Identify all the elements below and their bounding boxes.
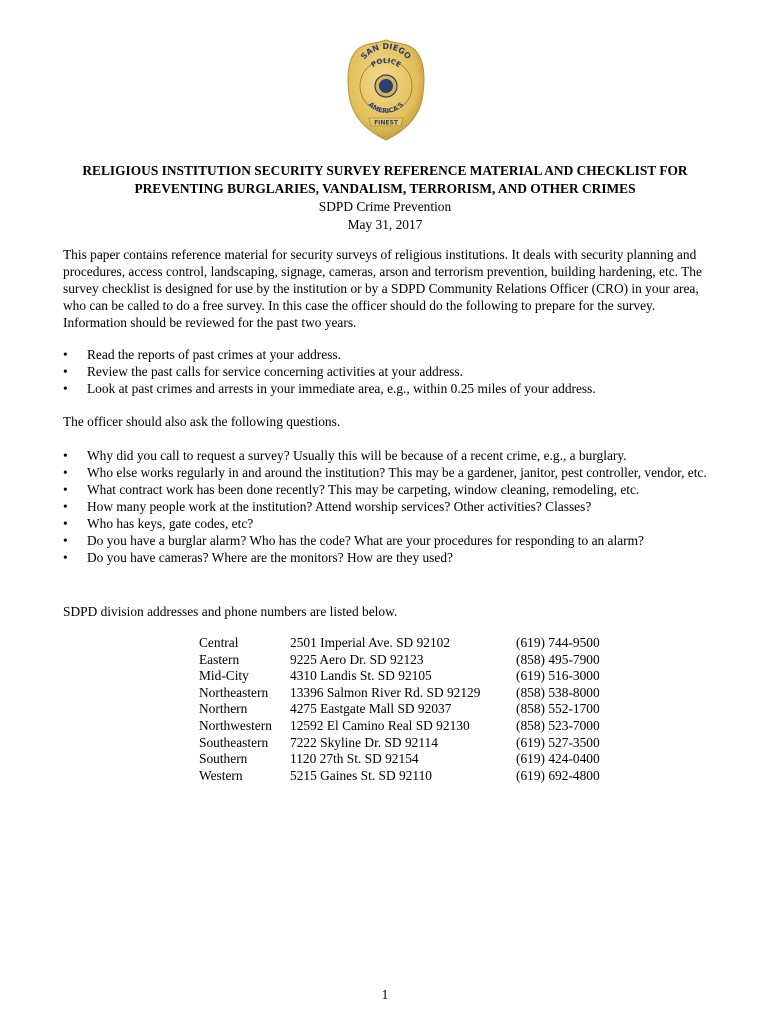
table-row: Eastern 9225 Aero Dr. SD 92123 (858) 495-7900 xyxy=(199,651,600,667)
list-item: • Do you have cameras? Where are the monitors? How are they used? xyxy=(63,550,453,565)
document-date: May 31, 2017 xyxy=(347,217,423,232)
list-item: • What contract work has been done recently? This may be carpeting, window cleaning, remodeling, etc. xyxy=(63,482,640,497)
badge-mid-text: POLICE xyxy=(369,56,403,70)
prep-list xyxy=(63,346,713,397)
table-row: Northern 4275 Eastgate Mall SD 92037 (858) 552-1700 xyxy=(199,701,600,717)
questions-list xyxy=(63,447,713,566)
table-row: Southern 1120 27th St. SD 92154 (619) 424-0400 xyxy=(199,751,600,767)
questions-intro: The officer should also ask the following questions. xyxy=(63,414,341,429)
title-line-2: PREVENTING BURGLARIES, VANDALISM, TERRORISM, AND OTHER CRIMES xyxy=(134,181,636,196)
list-item: • Read the reports of past crimes at your address. xyxy=(63,347,341,362)
badge-top-text: SAN DIEGO xyxy=(359,41,413,62)
page-number: 1 xyxy=(381,987,389,1002)
list-item: • Do you have a burglar alarm? Who has the code? What are your procedures for responding to an alarm? xyxy=(63,533,644,548)
subtitle-organization: SDPD Crime Prevention xyxy=(318,199,452,214)
sdpd-badge-logo xyxy=(345,38,427,142)
divisions-table xyxy=(199,635,600,784)
table-row: Mid-City 4310 Landis St. SD 92105 (619) 516-3000 xyxy=(199,668,600,684)
table-row: Northwestern 12592 El Camino Real SD 92130 (858) 523-7000 xyxy=(199,717,600,733)
list-item: • How many people work at the institution? Attend worship services? Other activities? Classes? xyxy=(63,499,592,514)
table-row: Western 5215 Gaines St. SD 92110 (619) 692-4800 xyxy=(199,767,600,783)
list-item: • Who has keys, gate codes, etc? xyxy=(63,516,254,531)
table-row: Southeastern 7222 Skyline Dr. SD 92114 (619) 527-3500 xyxy=(199,734,600,750)
table-row: Central 2501 Imperial Ave. SD 92102 (619) 744-9500 xyxy=(199,635,600,650)
list-item: • Look at past crimes and arrests in your immediate area, e.g., within 0.25 miles of your address. xyxy=(63,381,596,396)
title-line-1: RELIGIOUS INSTITUTION SECURITY SURVEY REFERENCE MATERIAL AND CHECKLIST FOR xyxy=(82,163,688,178)
badge-banner-text: FINEST xyxy=(374,119,398,127)
list-item: • Who else works regularly in and around the institution? This may be a gardener, janitor, pest controller, vendor, etc. xyxy=(63,465,707,480)
divisions-intro: SDPD division addresses and phone numbers are listed below. xyxy=(63,604,398,619)
document-title-block xyxy=(40,162,730,234)
list-item: • Why did you call to request a survey? Usually this will be because of a recent crime, e.g., a burglary. xyxy=(63,448,627,463)
badge-lower-text: AMERICA'S xyxy=(366,100,406,116)
intro-paragraph: This paper contains reference material for security surveys of religious institutions. It deals with security planning and procedures, access control, landscaping, signage, cameras, arson and terrorism prevention, building hardening, etc. The survey checklist is designed for use by the institution or by a SDPD Community Relations Officer (CRO) in your area, who can be called to do a free survey. In this case the officer should do the following to prepare for the survey. Information should be reviewed for the past two years. xyxy=(63,247,702,330)
list-item: • Review the past calls for service concerning activities at your address. xyxy=(63,364,463,379)
table-row: Northeastern 13396 Salmon River Rd. SD 92129 (858) 538-8000 xyxy=(199,684,600,700)
